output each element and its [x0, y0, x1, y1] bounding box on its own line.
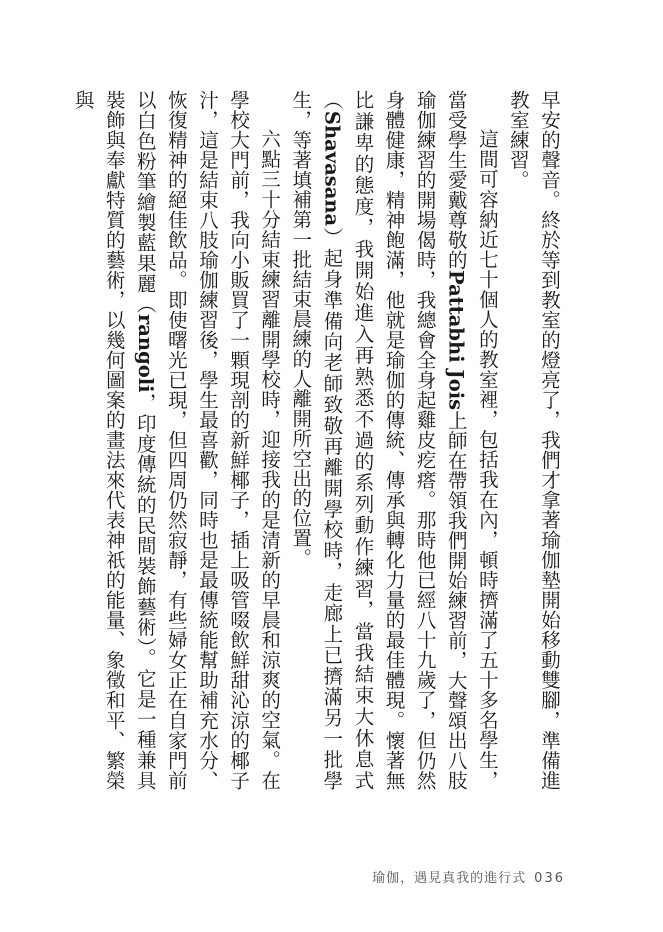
paragraph-3-text-a: 六點三十分結束練習離開學校時，迎接我的是清新的早晨和涼爽的空氣。在學校大門前，我向小販買了一顆現剖的新鮮椰子，插上吸管啜飲鮮甜沁涼的椰子汁，這是結束八肢瑜伽練習後，學生最喜歡，同時也是最傳統能幫助補充水分、恢復精神的絕佳飲品。即使曙光已現，但四周仍然寂靜，有些婦女正在自家門前以白色粉筆繪製藍果麗（	[133, 90, 282, 790]
paragraph-1	[503, 90, 565, 790]
paragraph-2-latin-name: Pattabhi Jois	[444, 269, 468, 411]
paragraph-2-text-c: ）起身準備向老師致敬再離開學校時，走廊上已擠滿另一批學生，等著填補第一批結束晨練的人離開所空出的位置。	[289, 90, 344, 790]
paragraph-3-latin-term: rangoli	[133, 313, 157, 393]
running-title: 瑜伽，遇見真我的進行式	[372, 871, 527, 886]
paragraph-2	[285, 90, 503, 790]
paragraph-2-text-a: 這間可容納近七十個人的教室裡，包括我在內，頓時擠滿了五十多名學生，當受學生愛戴尊敬的	[444, 90, 499, 790]
paragraph-2-text-b: 上師在帶領我們開始練習前，大聲頌出八肢瑜伽練習的開場偈時，我總會全身起雞皮疙瘩。那時他已經八十九歲了，但仍然身體健康，精神飽滿，他就是瑜伽的傳統、傳承與轉化力量的最佳體現。懷著無比謙卑的態度，我開始進入再熟悉不過的系列動作練習，當我結束大休息式（	[320, 90, 468, 790]
page-number: 036	[534, 871, 565, 886]
paragraph-3-text-b: ，印度傳統的民間裝飾藝術）。它是一種兼具裝飾與奉獻特質的藝術，以幾何圖案的畫法來代表神祇的能量、象徵和平、繁榮與	[71, 90, 157, 791]
paragraph-3	[68, 90, 286, 790]
body-text	[71, 90, 565, 791]
page-footer	[372, 867, 565, 886]
paragraph-2-latin-term: Shavasana	[320, 110, 344, 227]
paragraph-1-text: 早安的聲音。終於等到教室的燈亮了，我們才拿著瑜伽墊開始移動雙腳，準備進教室練習。	[506, 90, 561, 790]
